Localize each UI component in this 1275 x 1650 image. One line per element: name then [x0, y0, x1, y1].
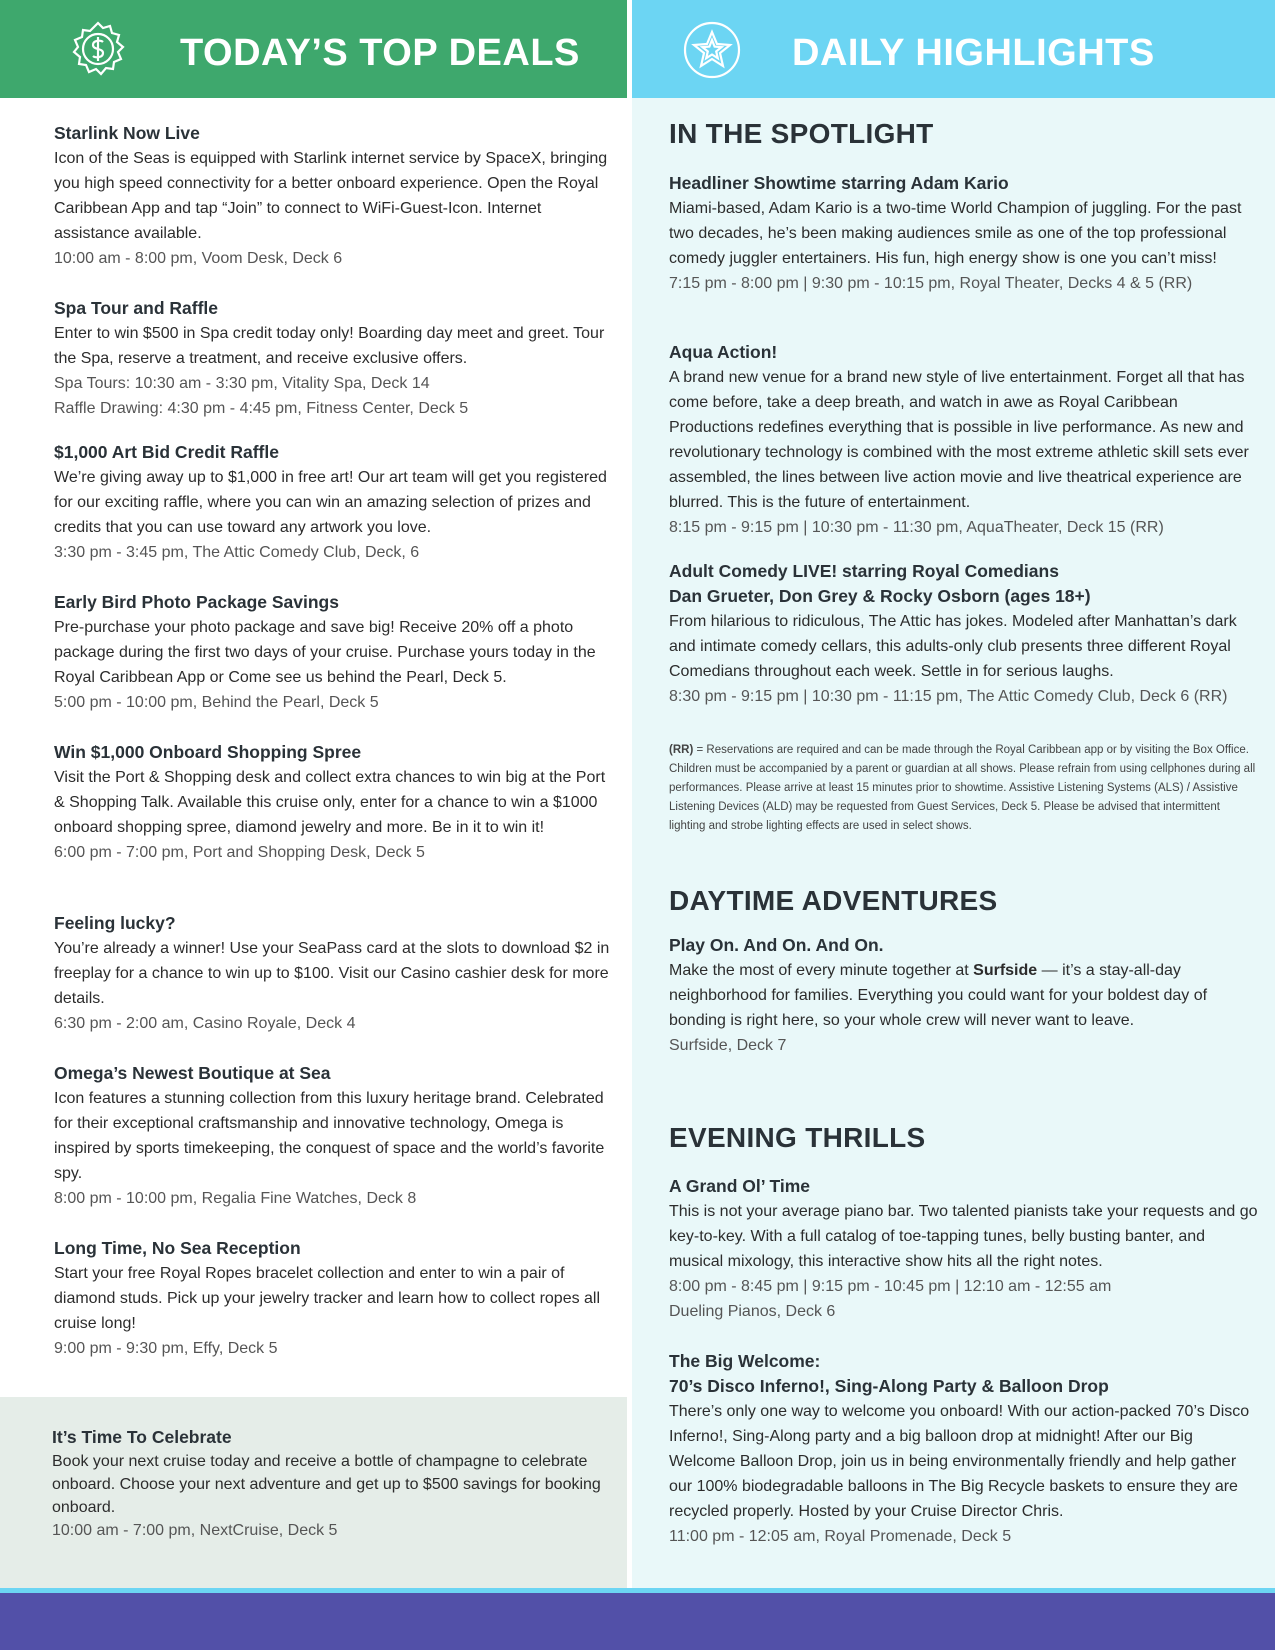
deal-time-location: 3:30 pm - 3:45 pm, The Attic Comedy Club, Deck, 6 [54, 544, 420, 561]
highlight-time-location: Dueling Pianos, Deck 6 [669, 1303, 836, 1320]
deal-item [54, 121, 614, 271]
star-circle-icon [682, 20, 742, 80]
surfside-bold: Surfside [973, 962, 1038, 979]
highlight-description: From hilarious to ridiculous, The Attic has jokes. Modeled after Manhattan’s dark and intimate comedy cellars, this adults-only club presents three different Royal Comedians throughout each week. Settle in for serious laughs. [669, 613, 1237, 680]
deal-item [54, 296, 614, 421]
highlight-time-location: Surfside, Deck 7 [669, 1037, 787, 1054]
deal-time-location: 6:30 pm - 2:00 am, Casino Royale, Deck 4 [54, 1015, 356, 1032]
top-deals-header [0, 0, 627, 98]
highlight-title: Headliner Showtime starring Adam Kario [669, 173, 1009, 193]
deal-description: Visit the Port & Shopping desk and collect extra chances to win big at the Port & Shopping Talk. Available this cruise only, enter for a chance to win a $1000 onboard shopping spree, diamond jewelry and more. Be in it to win it! [54, 769, 606, 836]
deal-description: Start your free Royal Ropes bracelet collection and enter to win a pair of diamond studs. Pick up your jewelry tracker and learn how to collect ropes all cruise long! [54, 1265, 601, 1332]
deal-title: Win $1,000 Onboard Shopping Spree [54, 742, 362, 762]
deal-title: $1,000 Art Bid Credit Raffle [54, 442, 279, 462]
deal-description: We’re giving away up to $1,000 in free art! Our art team will get you registered for our exciting raffle, where you can win an amazing selection of prizes and credits that you can use toward any artwork you love. [54, 469, 607, 536]
highlight-item [669, 171, 1261, 296]
description-text: Make the most of every minute together at [669, 962, 974, 979]
daily-highlights-title: DAILY HIGHLIGHTS [792, 32, 1155, 74]
deal-item [54, 740, 614, 865]
highlight-description: There’s only one way to welcome you onboard! With our action-packed 70’s Disco Inferno!, Sing-Along party and a big balloon drop at midnight! After our Big Welcome Balloon Drop, join us in being environmentally friendly and help gather our 100% biodegradable balloons in The Big Recycle baskets to ensure they are recycled properly. Hosted by your Cruise Director Chris. [669, 1403, 1250, 1520]
highlight-item [669, 559, 1261, 709]
highlight-item [669, 340, 1261, 540]
highlight-title: Aqua Action! [669, 342, 778, 362]
dollar-badge-icon [68, 20, 128, 80]
highlight-time-location: 8:30 pm - 9:15 pm | 10:30 pm - 11:15 pm, The Attic Comedy Club, Deck 6 (RR) [669, 688, 1228, 705]
highlight-time-location: 8:00 pm - 8:45 pm | 9:15 pm - 10:45 pm | 12:10 am - 12:55 am [669, 1278, 1112, 1295]
deal-description: Icon of the Seas is equipped with Starlink internet service by SpaceX, bringing you high speed connectivity for a better onboard experience. Open the Royal Caribbean App and tap “Join” to connect to WiFi-Guest-Icon. Internet assistance available. [54, 150, 608, 242]
highlight-item [669, 1349, 1261, 1549]
deal-time-location: Raffle Drawing: 4:30 pm - 4:45 pm, Fitness Center, Deck 5 [54, 400, 469, 417]
footnote-text: = Reservations are required and can be made through the Royal Caribbean app or by visiting the Box Office. Children must be accompanied by a parent or guardian at all shows. Please refrain from using cellphones during all performances. Please arrive at least 15 minutes prior to showtime. Assistive Listening Systems (ALS) / Assistive Listening Devices (ALD) may be requested from Guest Services, Deck 5. Please be advised that intermittent lighting and strobe lighting effects are used in select shows. [669, 744, 1256, 832]
deal-item [54, 1236, 614, 1361]
deal-item [54, 440, 614, 565]
deal-description: Icon features a stunning collection from this luxury heritage brand. Celebrated for their exceptional craftsmanship and innovative technology, Omega is inspired by sports timekeeping, the conquest of space and the world’s favorite spy. [54, 1090, 605, 1182]
highlight-subtitle: 70’s Disco Inferno!, Sing-Along Party & Balloon Drop [669, 1376, 1109, 1396]
daytime-heading: DAYTIME ADVENTURES [669, 885, 998, 916]
evening-heading: EVENING THRILLS [669, 1122, 926, 1153]
deal-time-location: 9:00 pm - 9:30 pm, Effy, Deck 5 [54, 1340, 278, 1357]
highlight-title: The Big Welcome: [669, 1351, 821, 1371]
deal-description: Book your next cruise today and receive a bottle of champagne to celebrate onboard. Choose your next adventure and get up to $500 savings for booking onboard. [52, 1453, 601, 1516]
deal-description: Enter to win $500 in Spa credit today only! Boarding day meet and greet. Tour the Spa, reserve a treatment, and receive exclusive offers. [54, 325, 605, 367]
deal-item [52, 1425, 612, 1542]
reservation-footnote [669, 741, 1259, 836]
deal-time-location: 8:00 pm - 10:00 pm, Regalia Fine Watches, Deck 8 [54, 1190, 417, 1207]
deal-time-location: 10:00 am - 7:00 pm, NextCruise, Deck 5 [52, 1522, 338, 1539]
deal-description: You’re already a winner! Use your SeaPass card at the slots to download $2 in freeplay for a chance to win up to $100. Visit our Casino cashier desk for more details. [54, 940, 610, 1007]
footnote-label: (RR) [669, 744, 694, 756]
deal-title: Omega’s Newest Boutique at Sea [54, 1063, 331, 1083]
highlight-time-location: 11:00 pm - 12:05 am, Royal Promenade, Deck 5 [669, 1528, 1012, 1545]
deal-title: Spa Tour and Raffle [54, 298, 218, 318]
footer-bar [0, 1593, 1275, 1650]
deal-item [54, 590, 614, 715]
deal-title: Starlink Now Live [54, 123, 200, 143]
top-deals-title: TODAY’S TOP DEALS [180, 32, 580, 74]
highlight-description [669, 958, 1261, 1033]
highlight-subtitle: Dan Grueter, Don Grey & Rocky Osborn (ages 18+) [669, 586, 1091, 606]
highlight-description: A brand new venue for a brand new style of live entertainment. Forget all that has come before, take a deep breath, and watch in awe as Royal Caribbean Productions redefines everything that is possible in live performance. As new and revolutionary technology is combined with the most extreme athletic skill sets ever assembled, the lines between live action movie and live theatrical experience are blurred. This is the future of entertainment. [669, 369, 1249, 511]
highlight-title: A Grand Ol’ Time [669, 1176, 811, 1196]
deal-title: It’s Time To Celebrate [52, 1427, 232, 1447]
highlight-time-location: 7:15 pm - 8:00 pm | 9:30 pm - 10:15 pm, Royal Theater, Decks 4 & 5 (RR) [669, 275, 1193, 292]
deal-time-location: 10:00 am - 8:00 pm, Voom Desk, Deck 6 [54, 250, 343, 267]
highlight-item [669, 933, 1261, 1058]
highlight-item [669, 1174, 1261, 1324]
deal-time-location: Spa Tours: 10:30 am - 3:30 pm, Vitality Spa, Deck 14 [54, 375, 430, 392]
deal-time-location: 5:00 pm - 10:00 pm, Behind the Pearl, Deck 5 [54, 694, 379, 711]
highlight-description: This is not your average piano bar. Two talented pianists take your requests and go key-to-key. With a full catalog of toe-tapping tunes, belly busting banter, and musical mixology, this interactive show hits all the right notes. [669, 1203, 1258, 1270]
highlight-description: Miami-based, Adam Kario is a two-time World Champion of juggling. For the past two decades, he’s been making audiences smile as one of the top professional comedy juggler entertainers. His fun, high energy show is one you can’t miss! [669, 200, 1242, 267]
daily-highlights-header [632, 0, 1275, 98]
highlight-title: Play On. And On. And On. [669, 935, 884, 955]
highlight-time-location: 8:15 pm - 9:15 pm | 10:30 pm - 11:30 pm, AquaTheater, Deck 15 (RR) [669, 519, 1164, 536]
highlight-title: Adult Comedy LIVE! starring Royal Comedians [669, 561, 1059, 581]
daily-highlights-column [632, 0, 1275, 1588]
deal-description: Pre-purchase your photo package and save big! Receive 20% off a photo package during the first two days of your cruise. Purchase yours today in the Royal Caribbean App or Come see us behind the Pearl, Deck 5. [54, 619, 596, 686]
description-text: — it’s a stay-all-day neighborhood for families. Everything you could want for your boldest day of bonding is right here, so your whole crew will never want to leave. [669, 962, 1208, 1029]
deal-title: Early Bird Photo Package Savings [54, 592, 339, 612]
spotlight-heading: IN THE SPOTLIGHT [669, 118, 934, 149]
deal-item [54, 1061, 614, 1211]
deal-item [54, 911, 614, 1036]
top-deals-column [0, 0, 627, 1588]
deal-title: Long Time, No Sea Reception [54, 1238, 301, 1258]
celebrate-panel [0, 1397, 627, 1588]
deal-time-location: 6:00 pm - 7:00 pm, Port and Shopping Desk, Deck 5 [54, 844, 425, 861]
deal-title: Feeling lucky? [54, 913, 176, 933]
